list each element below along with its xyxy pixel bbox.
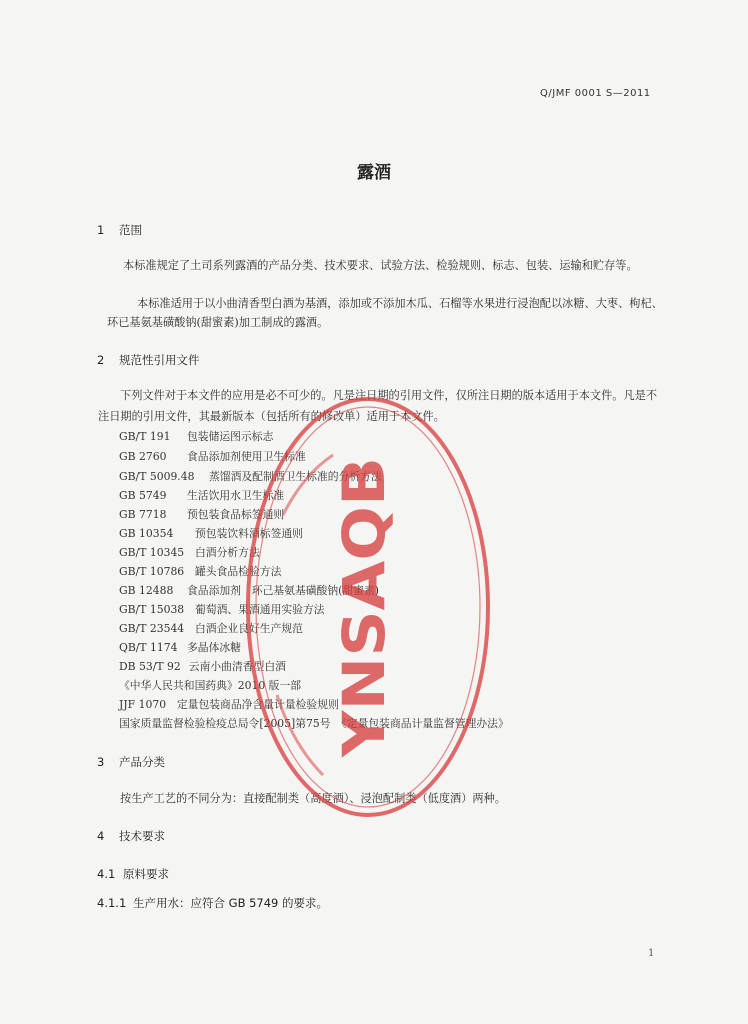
section-title: 技术要求	[119, 829, 165, 843]
reference-item: GB 10354 预包装饮料酒标签通则	[119, 527, 303, 540]
section-number: 3	[97, 755, 105, 769]
page-number: 1	[648, 948, 655, 959]
reference-item: 《中华人民共和国药典》2010 版一部	[119, 679, 302, 692]
section-number: 2	[97, 353, 105, 367]
reference-item: GB 7718 预包装食品标签通则	[119, 508, 285, 521]
section-4-heading	[97, 828, 165, 844]
section-number: 4.1.1	[97, 896, 127, 910]
reference-item: GB/T 10786 罐头食品检验方法	[119, 565, 282, 578]
section-3-heading	[97, 754, 165, 770]
references-intro: 下列文件对于本文件的应用是必不可少的。凡是注日期的引用文件，仅所注日期的版本适用于本文件。凡是不注日期的引用文件，其最新版本（包括所有的修改单）适用于本文件。	[98, 389, 658, 423]
section-title: 规范性引用文件	[119, 353, 200, 367]
reference-item: GB/T 191 包装储运图示标志	[119, 430, 274, 443]
section-title: 范围	[119, 223, 142, 237]
scope-paragraph-2: 本标准适用于以小曲清香型白酒为基酒，添加或不添加木瓜、石榴等水果进行浸泡配以冰糖、大枣、枸杞、环已基氨基磺酸钠(甜蜜素)加工制成的露酒。	[107, 297, 663, 329]
reference-item: GB 12488 食品添加剂 环己基氨基磺酸钠(甜蜜素)	[119, 584, 379, 597]
section-title: 原料要求	[123, 867, 169, 881]
clause-4-1-1	[97, 895, 328, 911]
reference-item: GB/T 15038 葡萄酒、果酒通用实验方法	[119, 603, 325, 616]
clause-text: 生产用水：应符合 GB 5749 的要求。	[133, 896, 329, 910]
section-1-heading	[97, 222, 142, 238]
section-2-heading	[97, 352, 200, 368]
reference-item: DB 53/T 92 云南小曲清香型白酒	[119, 660, 286, 673]
section-number: 4	[97, 829, 105, 843]
document-title: 露酒	[357, 163, 391, 183]
reference-item: QB/T 1174 多晶体冰糖	[119, 641, 241, 654]
reference-item: GB 2760 食品添加剂使用卫生标准	[119, 450, 306, 463]
standard-code: Q/JMF 0001 S—2011	[540, 88, 651, 99]
section-number: 1	[97, 223, 105, 237]
reference-item: GB/T 23544 白酒企业良好生产规范	[119, 622, 303, 635]
subsection-4-1-heading	[97, 866, 169, 882]
scope-paragraph-1: 本标准规定了土司系列露酒的产品分类、技术要求、试验方法、检验规则、标志、包装、运输和贮存等。	[123, 259, 638, 272]
reference-item: GB/T 5009.48 蒸馏酒及配制酒卫生标准的分析方法	[119, 470, 382, 483]
section-title: 产品分类	[119, 755, 165, 769]
classification-paragraph: 按生产工艺的不同分为：直接配制类（高度酒）、浸泡配制类（低度酒）两种。	[120, 792, 506, 805]
seal-text: YNSAQB	[330, 486, 399, 757]
section-number: 4.1	[97, 867, 116, 881]
reference-item: GB/T 10345 白酒分析方法	[119, 546, 260, 559]
reference-item: JJF 1070 定量包装商品净含量计量检验规则	[119, 698, 339, 711]
reference-item: 国家质量监督检验检疫总局令[2005]第75号 《定量包装商品计量监督管理办法》	[119, 717, 509, 730]
reference-item: GB 5749 生活饮用水卫生标准	[119, 489, 285, 502]
official-seal-stamp	[243, 395, 493, 820]
